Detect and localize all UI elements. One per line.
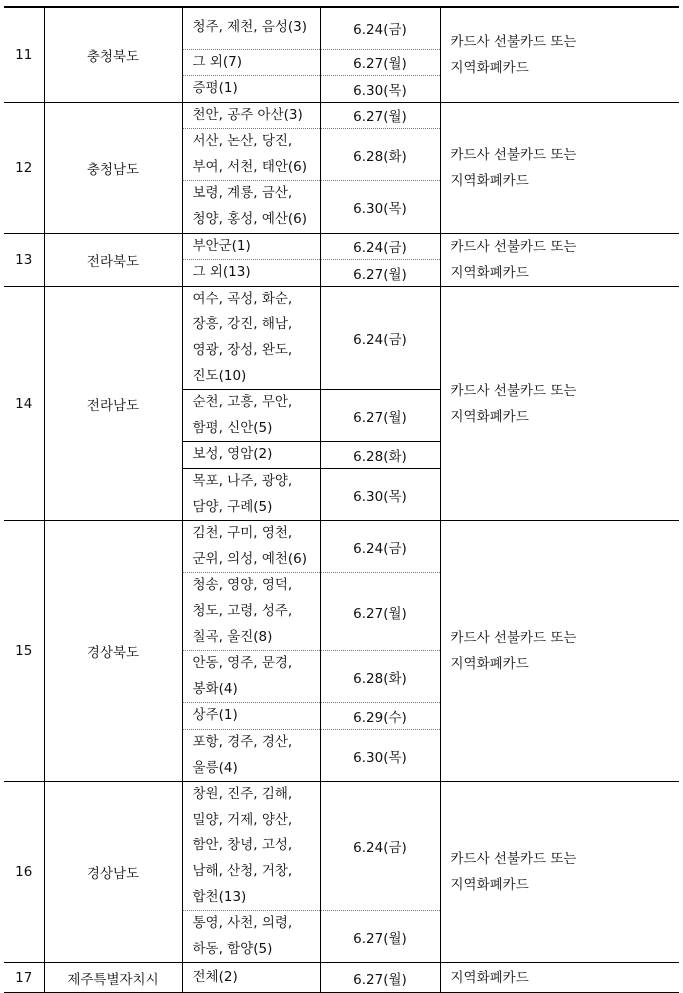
area-list: 안동, 영주, 문경, 봉화(4) [182,651,320,703]
province-name: 경상북도 [44,521,182,782]
province-name: 경상남도 [44,782,182,963]
row-number: 16 [4,782,44,963]
row-number: 15 [4,521,44,782]
province-name: 전라북도 [44,233,182,286]
area-list: 통영, 사천, 의령, 하동, 함양(5) [182,911,320,963]
table-row [4,7,679,49]
payment-method: 카드사 선불카드 또는 지역화폐카드 [440,102,679,233]
province-name: 충청남도 [44,102,182,233]
area-list: 전체(2) [182,963,320,993]
area-list: 증평(1) [182,76,320,103]
payment-date: 6.27(월) [320,573,440,651]
row-number: 12 [4,102,44,233]
payment-date: 6.30(목) [320,181,440,233]
payment-date: 6.24(금) [320,782,440,911]
area-list: 보성, 영암(2) [182,442,320,469]
payment-date: 6.24(금) [320,7,440,49]
area-list: 보령, 계룡, 금산, 청양, 홍성, 예산(6) [182,181,320,233]
payment-method: 카드사 선불카드 또는 지역화폐카드 [440,521,679,782]
payment-date: 6.30(목) [320,729,440,781]
table-row [4,286,679,389]
payment-date: 6.28(화) [320,442,440,469]
payment-method: 카드사 선불카드 또는 지역화폐카드 [440,7,679,102]
payment-date: 6.27(월) [320,260,440,287]
row-number: 13 [4,233,44,286]
payment-date: 6.28(화) [320,129,440,181]
payment-date: 6.29(수) [320,703,440,730]
payment-date: 6.28(화) [320,651,440,703]
payment-date: 6.27(월) [320,49,440,76]
area-list: 서산, 논산, 당진, 부여, 서천, 태안(6) [182,129,320,181]
payment-method: 카드사 선불카드 또는 지역화폐카드 [440,233,679,286]
area-list: 여수, 곡성, 화순, 장흥, 강진, 해남, 영광, 장성, 완도, 진도(10) [182,286,320,389]
payment-date: 6.30(목) [320,76,440,103]
payment-date: 6.24(금) [320,233,440,260]
payment-date: 6.24(금) [320,521,440,573]
area-list: 상주(1) [182,703,320,730]
payment-date: 6.27(월) [320,963,440,993]
region-payment-table [4,6,679,993]
table-row [4,782,679,911]
payment-method: 카드사 선불카드 또는 지역화폐카드 [440,782,679,963]
province-name: 전라남도 [44,286,182,520]
payment-date: 6.27(월) [320,102,440,129]
area-list: 천안, 공주 아산(3) [182,102,320,129]
table-row [4,233,679,260]
payment-method: 지역화폐카드 [440,963,679,993]
province-name: 충청북도 [44,7,182,102]
area-list: 창원, 진주, 김해, 밀양, 거제, 양산, 함안, 창녕, 고성, 남해, 산청, 거창, 합천(13) [182,782,320,911]
area-list: 그 외(7) [182,49,320,76]
row-number: 17 [4,963,44,993]
table-row [4,521,679,573]
row-number: 14 [4,286,44,520]
area-list: 목포, 나주, 광양, 담양, 구례(5) [182,469,320,521]
area-list: 청주, 제천, 음성(3) [182,7,320,49]
area-list: 부안군(1) [182,233,320,260]
payment-date: 6.27(월) [320,911,440,963]
payment-method: 카드사 선불카드 또는 지역화폐카드 [440,286,679,520]
row-number: 11 [4,7,44,102]
area-list: 포항, 경주, 경산, 울릉(4) [182,729,320,781]
payment-date: 6.24(금) [320,286,440,389]
area-list: 그 외(13) [182,260,320,287]
payment-date: 6.27(월) [320,390,440,442]
table-row [4,102,679,129]
area-list: 김천, 구미, 영천, 군위, 의성, 예천(6) [182,521,320,573]
table-row [4,963,679,993]
area-list: 청송, 영양, 영덕, 청도, 고령, 성주, 칠곡, 울진(8) [182,573,320,651]
payment-date: 6.30(목) [320,469,440,521]
province-name: 제주특별자치시 [44,963,182,993]
area-list: 순천, 고흥, 무안, 함평, 신안(5) [182,390,320,442]
